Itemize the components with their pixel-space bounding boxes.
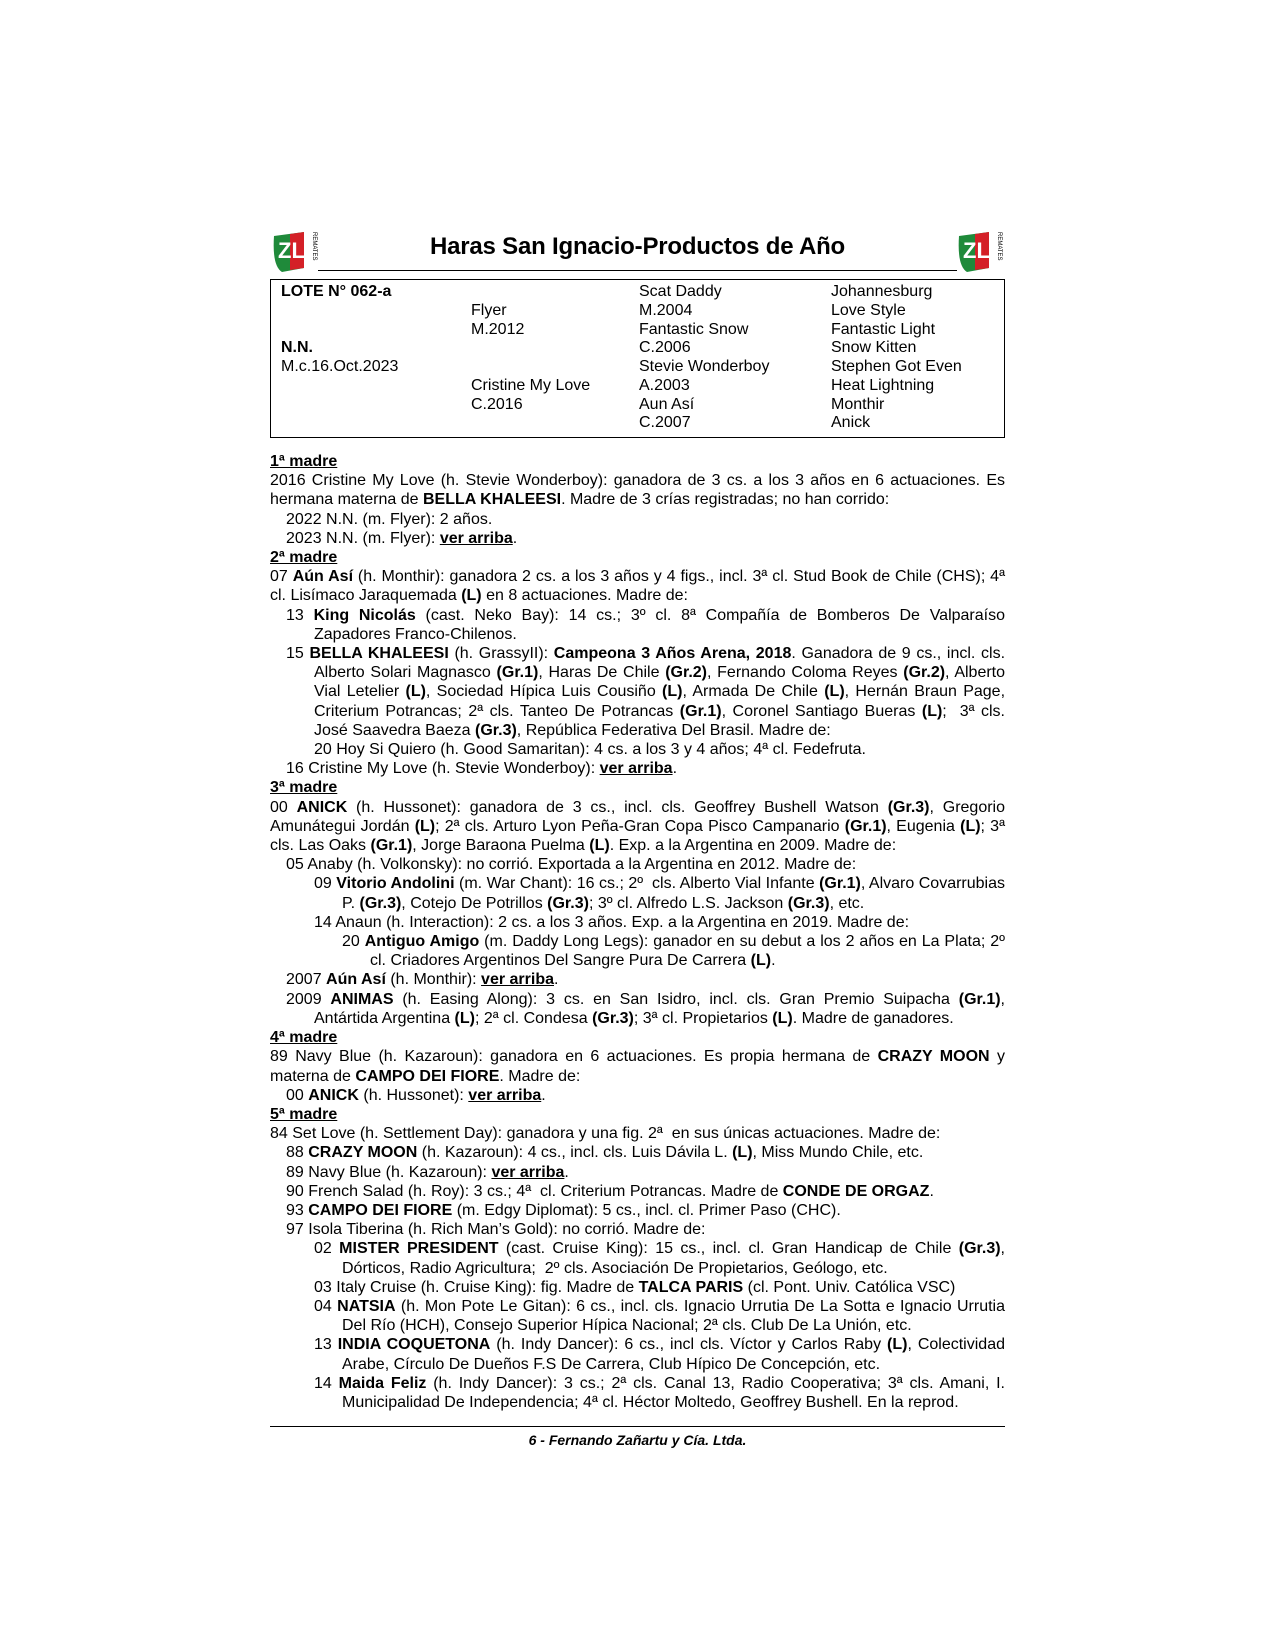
- lote-number: LOTE N° 062-a: [281, 283, 392, 300]
- produce-entry: 2007 Aún Así (h. Monthir): ver arriba.: [286, 971, 559, 989]
- ancestor: Heat Lightning: [831, 377, 935, 394]
- svg-text:REMATES: REMATES: [996, 232, 1002, 261]
- ancestor: Snow Kitten: [831, 339, 917, 356]
- produce-entry: 89 Navy Blue (h. Kazaroun): ver arriba.: [286, 1163, 569, 1181]
- ancestor: Anick: [831, 414, 871, 431]
- section-heading: 1ª madre: [270, 453, 338, 470]
- svg-text:REMATES: REMATES: [311, 232, 317, 261]
- produce-entry: 04 NATSIA (h. Mon Pote Le Gitan): 6 cs., incl. cls. Ignacio Urrutia De La Sotta e Ignacio Urrutia Del Río (HCH), Consejo Superior Hípica Nacional; 2ª cls. Club De La Unión, etc.: [314, 1297, 1005, 1335]
- dam-info: C.2016: [471, 396, 523, 413]
- pedigree-box: [270, 279, 1005, 438]
- produce-entry: 13 King Nicolás (cast. Neko Bay): 14 cs.; 3º cl. 8ª Compañía de Bomberos De Valparaíso Zapadores Franco-Chilenos.: [286, 606, 1005, 643]
- dam-sire-info: A.2003: [639, 377, 690, 394]
- produce-entry: 00 ANICK (h. Hussonet): ver arriba.: [286, 1086, 546, 1104]
- remates-logo: [270, 228, 320, 274]
- svg-text:ZL: ZL: [278, 238, 305, 263]
- section-heading: 4ª madre: [270, 1029, 338, 1047]
- sire-dam-info: C.2006: [639, 339, 691, 356]
- produce-entry: 14 Anaun (h. Interaction): 2 cs. a los 3 años. Exp. a la Argentina en 2019. Madre de:: [314, 913, 910, 931]
- remates-logo: [955, 228, 1005, 274]
- dam-entry: 89 Navy Blue (h. Kazaroun): ganadora en 6 actuaciones. Es propia hermana de CRAZY MOON y materna de CAMPO DEI FIORE. Madre de:: [270, 1048, 1005, 1085]
- ancestor: Love Style: [831, 302, 906, 319]
- ancestor: Johannesburg: [831, 283, 933, 300]
- dam-entry: 2016 Cristine My Love (h. Stevie Wonderboy): ganadora de 3 cs. a los 3 años en 6 actuaciones. Es hermana materna de BELLA KHALEESI. Madre de 3 crías registradas; no han corrido:: [270, 472, 1005, 509]
- sire: Flyer: [471, 302, 507, 319]
- produce-entry: 97 Isola Tiberina (h. Rich Man’s Gold): no corrió. Madre de:: [286, 1221, 706, 1239]
- dam-entry: 00 ANICK (h. Hussonet): ganadora de 3 cs., incl. cls. Geoffrey Bushell Watson (Gr.3), Gregorio Amunátegui Jordán (L); 2ª cls. Arturo Lyon Peña-Gran Copa Pisco Campanario (Gr.1), Eugenia (L); 3ª cls. Las Oaks (Gr.1), Jorge Baraona Puelma (L). Exp. a la Argentina en 2009. Madre de:: [270, 798, 1006, 855]
- ancestor: Monthir: [831, 396, 885, 413]
- section-heading: 5ª madre: [270, 1105, 338, 1123]
- page-footer: 6 - Fernando Zañartu y Cía. Ltda.: [528, 1432, 747, 1448]
- page-header: [270, 225, 1005, 275]
- horse-birth: M.c.16.Oct.2023: [281, 358, 399, 375]
- produce-entry: 2023 N.N. (m. Flyer): ver arriba.: [286, 529, 518, 547]
- sire-sire-info: M.2004: [639, 302, 693, 319]
- dam-dam: Aun Así: [639, 396, 695, 413]
- dam-entry: 07 Aún Así (h. Monthir): ganadora 2 cs. a los 3 años y 4 figs., incl. 3ª cl. Stud Book de Chile (CHS); 4ª cl. Lisímaco Jaraquemada (L) en 8 actuaciones. Madre de:: [270, 568, 1005, 605]
- dam-sire: Stevie Wonderboy: [639, 358, 770, 375]
- family-notes: [270, 452, 1005, 1412]
- sire-sire: Scat Daddy: [639, 283, 722, 300]
- produce-entry: 09 Vitorio Andolini (m. War Chant): 16 cs.; 2º cls. Alberto Vial Infante (Gr.1), Alvaro Covarrubias P. (Gr.3), Cotejo De Potrillos (Gr.3); 3º cl. Alfredo L.S. Jackson (Gr.3), etc.: [314, 875, 1006, 912]
- page-title: Haras San Ignacio-Productos de Año: [429, 233, 846, 260]
- footer-rule: [270, 1426, 1005, 1427]
- sire-info: M.2012: [471, 321, 525, 338]
- catalog-page: [270, 225, 1005, 1412]
- dam-dam-info: C.2007: [639, 414, 691, 431]
- sire-dam: Fantastic Snow: [639, 321, 749, 338]
- title-underline: [318, 270, 957, 271]
- produce-entry: 02 MISTER PRESIDENT (cast. Cruise King): 15 cs., incl. cl. Gran Handicap de Chile (Gr.3), Dórticos, Radio Agricultura; 2º cls. Asociación De Propietarios, Geólogo, etc.: [314, 1240, 1005, 1277]
- ancestor: Fantastic Light: [831, 321, 936, 338]
- produce-entry: 20 Hoy Si Quiero (h. Good Samaritan): 4 cs. a los 3 y 4 años; 4ª cl. Fedefruta.: [314, 741, 866, 759]
- produce-entry: 2022 N.N. (m. Flyer): 2 años.: [286, 510, 493, 528]
- produce-entry: 05 Anaby (h. Volkonsky): no corrió. Exportada a la Argentina en 2012. Madre de:: [286, 856, 857, 874]
- produce-entry: 93 CAMPO DEI FIORE (m. Edgy Diplomat): 5 cs., incl. cl. Primer Paso (CHC).: [286, 1201, 841, 1219]
- svg-text:ZL: ZL: [963, 238, 990, 263]
- produce-entry: 14 Maida Feliz (h. Indy Dancer): 3 cs.; 2ª cls. Canal 13, Radio Cooperativa; 3ª cls. Amani, I. Municipalidad De Independencia; 4ª cl. Héctor Moltedo, Geoffrey Bushell. En la reprod.: [314, 1374, 1005, 1411]
- horse-name: N.N.: [281, 339, 313, 356]
- produce-entry: 13 INDIA COQUETONA (h. Indy Dancer): 6 cs., incl cls. Víctor y Carlos Raby (L), Colectividad Arabe, Círculo De Dueños F.S De Carrera, Club Hípico De Concepción, etc.: [314, 1336, 1005, 1373]
- produce-entry: 03 Italy Cruise (h. Cruise King): fig. Madre de TALCA PARIS (cl. Pont. Univ. Católica VSC): [314, 1278, 956, 1296]
- produce-entry: 20 Antiguo Amigo (m. Daddy Long Legs): ganador en su debut a los 2 años en La Plata; 2º cl. Criadores Argentinos Del Sangre Pura De Carrera (L).: [342, 933, 1006, 970]
- section-heading: 2ª madre: [270, 549, 338, 567]
- section-heading: 3ª madre: [270, 779, 338, 797]
- produce-entry: 88 CRAZY MOON (h. Kazaroun): 4 cs., incl. cls. Luis Dávila L. (L), Miss Mundo Chile, etc.: [286, 1144, 924, 1162]
- dam: Cristine My Love: [471, 377, 591, 394]
- produce-entry: 15 BELLA KHALEESI (h. GrassyII): Campeona 3 Años Arena, 2018. Ganadora de 9 cs., incl. cls. Alberto Solari Magnasco (Gr.1), Haras De Chile (Gr.2), Fernando Coloma Reyes (Gr.2), Alberto Vial Letelier (L), Sociedad Hípica Luis Cousiño (L), Armada De Chile (L), Hernán Braun Page, Criterium Potrancas; 2ª cls. Tanteo De Potrancas (Gr.1), Coronel Santiago Bueras (L); 3ª cls. José Saavedra Baeza (Gr.3), República Federativa Del Brasil. Madre de:: [286, 645, 1006, 739]
- produce-entry: 90 French Salad (h. Roy): 3 cs.; 4ª cl. Criterium Potrancas. Madre de CONDE DE ORGAZ.: [286, 1182, 934, 1200]
- ancestor: Stephen Got Even: [831, 358, 962, 375]
- dam-entry: 84 Set Love (h. Settlement Day): ganadora y una fig. 2ª en sus únicas actuaciones. Madre de:: [270, 1125, 941, 1143]
- produce-entry: 2009 ANIMAS (h. Easing Along): 3 cs. en San Isidro, incl. cls. Gran Premio Suipacha (Gr.1), Antártida Argentina (L); 2ª cl. Condesa (Gr.3); 3ª cl. Propietarios (L). Madre de ganadores.: [286, 990, 1005, 1027]
- produce-entry: 16 Cristine My Love (h. Stevie Wonderboy): ver arriba.: [286, 760, 678, 778]
